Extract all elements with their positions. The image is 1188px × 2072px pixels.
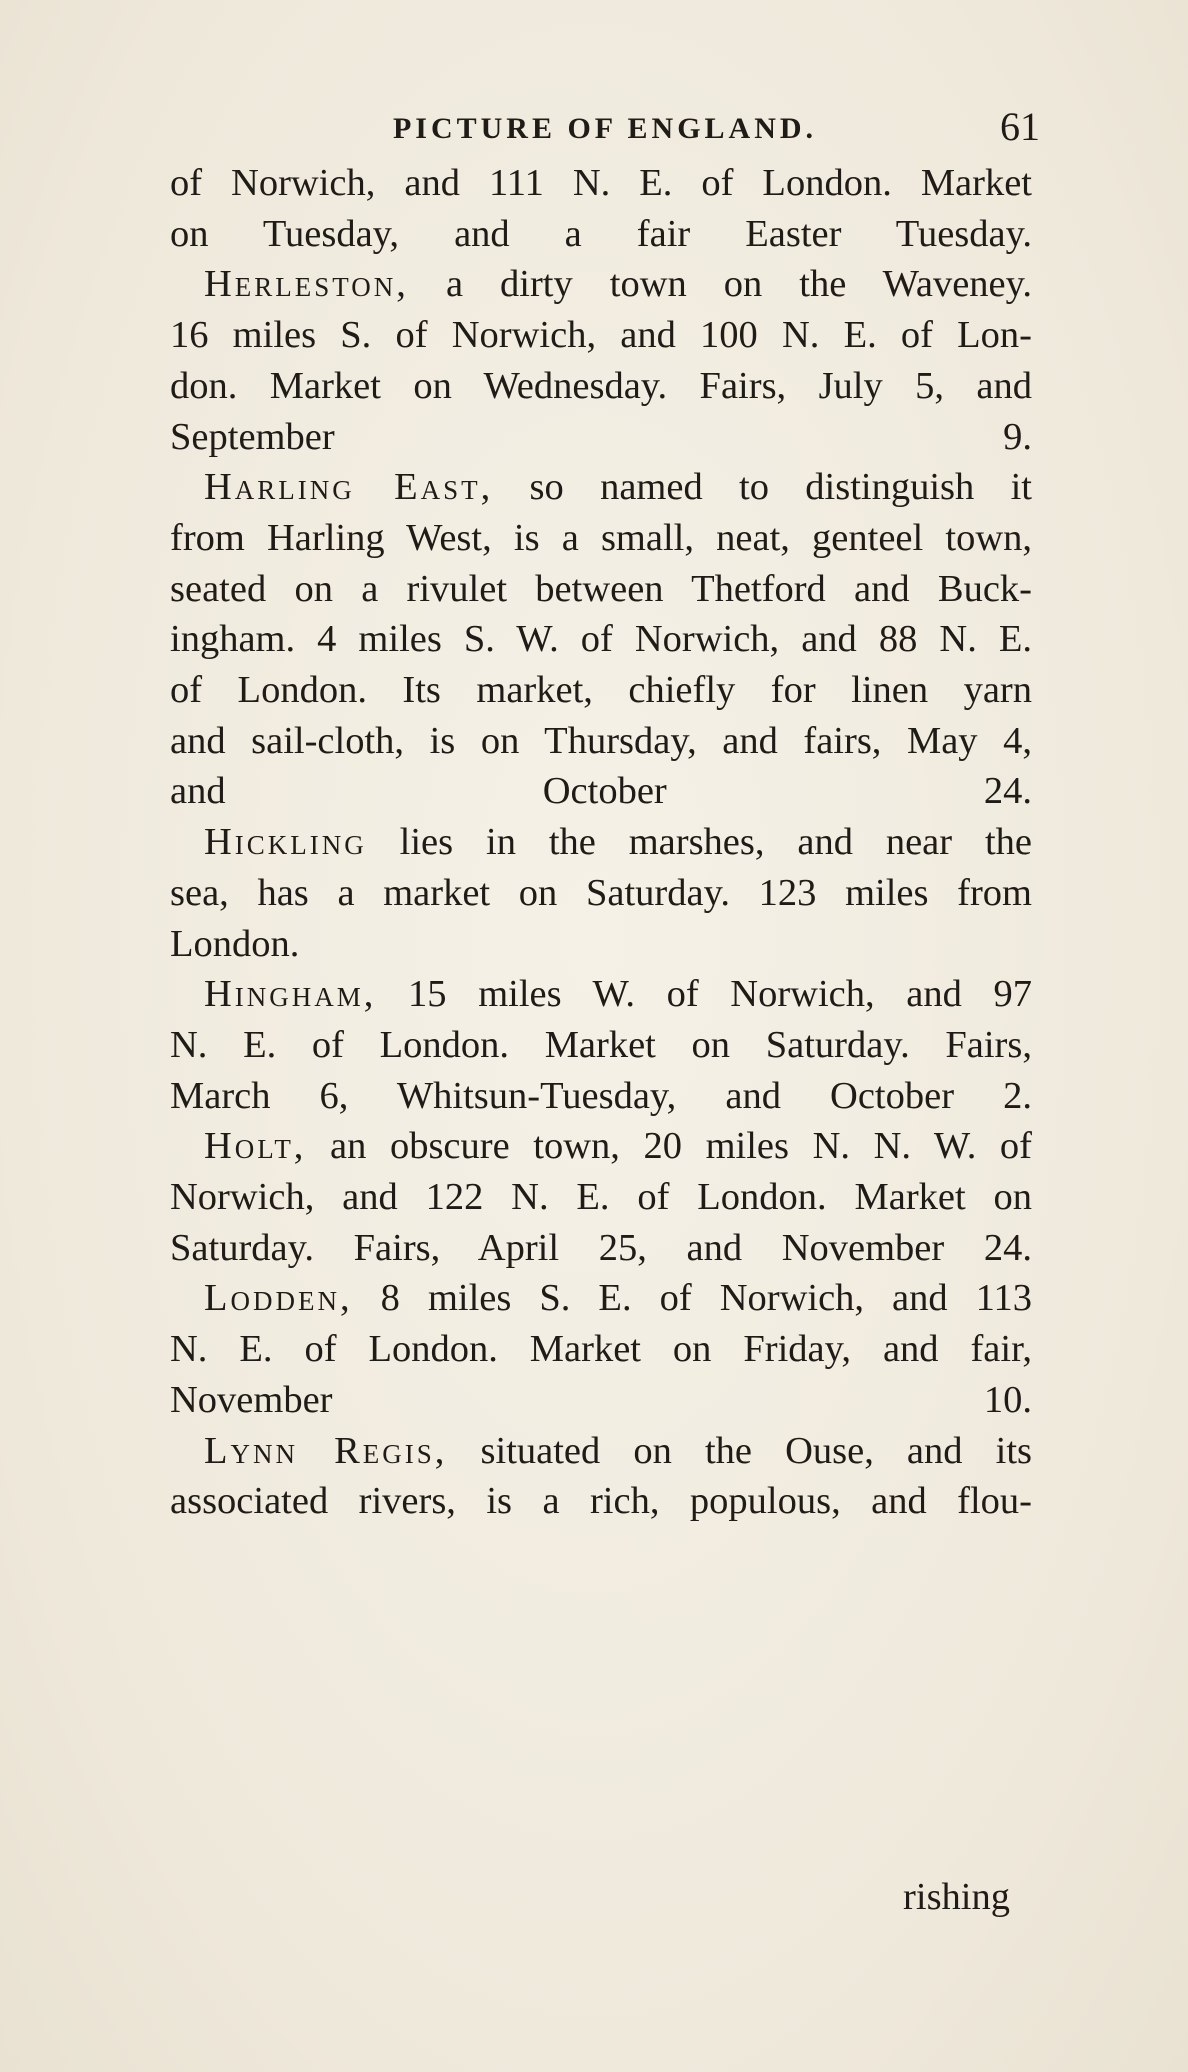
text-line: N. E. of London. Market on Saturday. Fairs, bbox=[170, 1023, 1032, 1066]
text-line: of London. Its market, chiefly for linen yarn bbox=[170, 669, 1032, 712]
text-line: an obscure town, 20 miles N. N. W. of bbox=[306, 1125, 1032, 1168]
text-line: N. E. of London. Market on Friday, and fair, bbox=[170, 1328, 1032, 1371]
entry-hingham bbox=[170, 969, 1032, 1121]
body-text bbox=[170, 158, 1032, 1527]
text-line: 8 miles S. E. of Norwich, and 113 bbox=[352, 1277, 1032, 1320]
entry-heading: Hickling bbox=[204, 821, 367, 864]
entry-hickling bbox=[170, 817, 1032, 969]
entry-lodden bbox=[170, 1273, 1032, 1425]
entry-heading: Holt, bbox=[204, 1125, 307, 1168]
catchword: rishing bbox=[903, 1876, 1010, 1918]
entry-lynn-regis bbox=[170, 1426, 1032, 1527]
text-line: 15 miles W. of Norwich, and 97 bbox=[376, 973, 1032, 1016]
page-number: 61 bbox=[1000, 104, 1040, 149]
entry-heading: Herleston, bbox=[204, 263, 409, 306]
entry-harling-east bbox=[170, 462, 1032, 817]
text-line: seated on a rivulet between Thetford and Buck- bbox=[170, 567, 1032, 610]
text-line: and sail-cloth, is on Thursday, and fairs, May 4, bbox=[170, 719, 1032, 762]
text-line: don. Market on Wednesday. Fairs, July 5, and bbox=[170, 364, 1032, 407]
entry-heading: Hingham, bbox=[204, 973, 377, 1016]
entry-heading: Harling East, bbox=[204, 466, 494, 509]
text-line: March 6, Whitsun-Tuesday, and October 2. bbox=[170, 1074, 1032, 1117]
text-line: ingham. 4 miles S. W. of Norwich, and 88 N. E. bbox=[170, 618, 1032, 661]
text-line: and October 24. bbox=[170, 770, 1032, 813]
text-line: 16 miles S. of Norwich, and 100 N. E. of Lon- bbox=[170, 314, 1032, 357]
text-line: so named to distinguish it bbox=[493, 466, 1032, 509]
text-line: of Norwich, and 111 N. E. of London. Market bbox=[170, 162, 1032, 204]
text-line: associated rivers, is a rich, populous, and flou- bbox=[170, 1480, 1032, 1523]
text-line: Norwich, and 122 N. E. of London. Market on bbox=[170, 1176, 1032, 1219]
text-line: November 10. bbox=[170, 1378, 1032, 1421]
text-line: a dirty town on the Waveney. bbox=[408, 263, 1032, 306]
entry-heading: Lynn Regis, bbox=[204, 1429, 448, 1472]
text-line: on Tuesday, and a fair Easter Tuesday. bbox=[170, 212, 1032, 255]
text-line: sea, has a market on Saturday. 123 miles from bbox=[170, 871, 1032, 914]
text-line: from Harling West, is a small, neat, genteel town, bbox=[170, 516, 1032, 559]
entry-herleston bbox=[170, 259, 1032, 462]
entry-heading: Lodden, bbox=[204, 1277, 353, 1320]
text-line: London. bbox=[170, 922, 300, 965]
running-head: PICTURE OF ENGLAND. bbox=[392, 112, 818, 145]
text-line: September 9. bbox=[170, 415, 1032, 458]
page-header bbox=[170, 104, 1040, 154]
paragraph-continued bbox=[170, 158, 1032, 259]
text-line: lies in the marshes, and near the bbox=[366, 821, 1032, 864]
text-line: situated on the Ouse, and its bbox=[447, 1429, 1032, 1472]
text-line: Saturday. Fairs, April 25, and November 24. bbox=[170, 1226, 1032, 1269]
entry-holt bbox=[170, 1121, 1032, 1273]
